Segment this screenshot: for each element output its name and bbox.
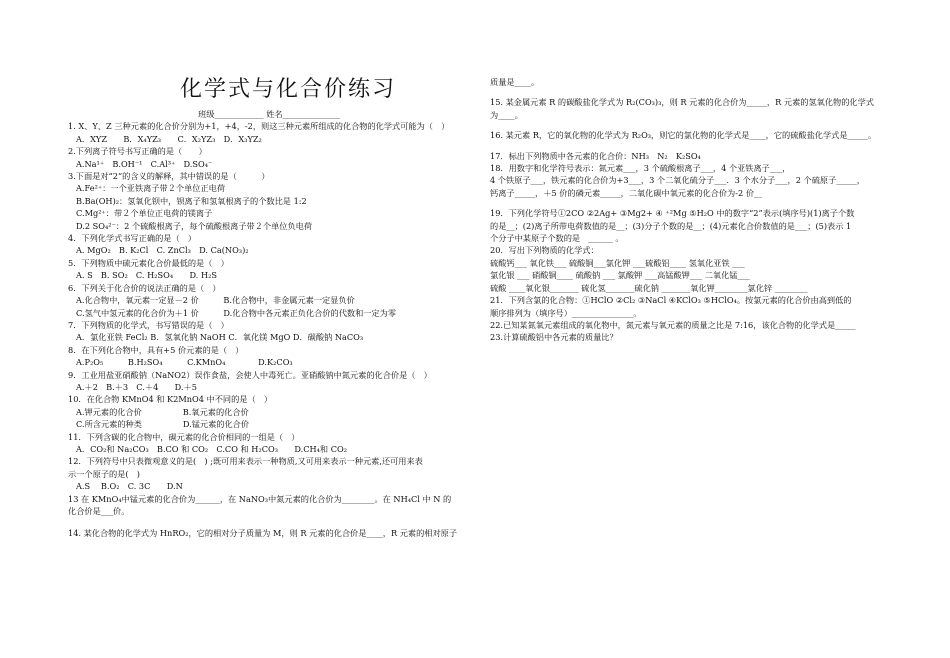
question-line: 化合价是___价。 bbox=[68, 506, 130, 516]
question-line: B.Ba(OH)₂：氢氧化钡中，钡离子和氢氧根离子的个数比是 1:2 bbox=[76, 195, 307, 206]
spacer bbox=[490, 88, 890, 96]
question-line: C.所含元素的种类 D.锰元素的化合价 bbox=[76, 419, 250, 430]
question-line: A.S B.O₂ C. 3C D.N bbox=[76, 481, 183, 492]
question-line: 质量是____。 bbox=[490, 77, 540, 87]
question-line: 21．下列含氯的化合物：①HClO ②Cl₂ ③NaCl ④KClO₃ ⑤HClO₄。按氯元素的化合价由高到低的 bbox=[490, 295, 852, 306]
question-line: 12．下列符号中只表微观意义的是( ) ;既可用来表示一种物质,又可用来表示一种元素,还可用来表 bbox=[68, 456, 423, 467]
question-line: A．CO₂和 Na₂CO₃ B.CO 和 CO₂ C.CO 和 H₂CO₃ D.CH₄和 CO₂ bbox=[76, 443, 347, 454]
question-line: C.Mg²⁺：带２个单位正电荷的镁离子 bbox=[76, 208, 213, 219]
question-line: 15. 某金属元素 R 的碳酸盐化学式为 R₂(CO₃)₃，则 R 元素的化合价为_____，R 元素的氢氧化物的化学式 bbox=[490, 97, 874, 108]
question-line: 18．用数字和化学符号表示：氮元素___，3 个硫酸根离子___，4 个亚铁离子___， bbox=[490, 163, 791, 174]
question-line: 7．下列物质的化学式，书写错误的是（ ） bbox=[68, 319, 229, 330]
right-column bbox=[490, 76, 890, 344]
question-line: 氯化银 ___ 硝酸铜____ 硫酸钠 ___ 氯酸钾 ___高锰酸钾___ 二氧化锰___ bbox=[490, 270, 750, 281]
question-line: D.2 SO₄²⁻：2 个硫酸根离子，每个硫酸根离子带２个单位负电荷 bbox=[76, 220, 313, 231]
question-line: 5．下列物质中硫元素化合价最低的是（ ） bbox=[68, 257, 229, 268]
question-line: 2.下列离子符号书写正确的是（ ） bbox=[68, 146, 207, 157]
question-line: A. S B. SO₂ C. H₂SO₄ D. H₂S bbox=[76, 270, 218, 281]
question-line: 班级____________ 姓名______________ bbox=[198, 109, 340, 119]
question-line: 11．下列含碳的化合物中，碳元素的化合价相同的一组是（ ） bbox=[68, 431, 300, 442]
question-line: 10．在化合物 KMnO4 和 K2MnO4 中不同的是（ ） bbox=[68, 394, 273, 405]
question-line: A.P₂O₅ B.H₂SO₄ C.KMnO₄ D.K₂CO₃ bbox=[76, 357, 293, 368]
question-line: 9．工业用盐亚硝酸钠（NaNO2）误作食盐，会使人中毒死亡。亚硝酸钠中氮元素的化合价是（ ） bbox=[68, 369, 432, 380]
question-line: 20．写出下列物质的化学式： bbox=[490, 245, 599, 256]
spacer bbox=[68, 517, 470, 527]
spacer bbox=[490, 199, 890, 207]
question-line: A.Fe²⁺：一个亚铁离子带２个单位正电荷 bbox=[76, 183, 226, 194]
question-line: 3.下面是对“2”的含义的解释，其中错误的是（ ） bbox=[68, 171, 270, 182]
question-line: 22.已知某氮氧元素组成的氧化物中，氮元素与氧元素的质量之比是 7:16，该化合物的化学式是_____ bbox=[490, 319, 856, 330]
question-line: A.钾元素的化合价 B.氧元素的化合价 bbox=[76, 406, 249, 417]
question-line: 1. X、Y、Z 三种元素的化合价分别为+1，+4，-2，则这三种元素所组成的化合物的化学式可能为（ ） bbox=[68, 121, 450, 132]
question-line: 8．在下列化合物中，具有+5 价元素的是（ ） bbox=[68, 344, 244, 355]
question-line: A.Na¹⁺ B.OH⁻¹ C.Al³⁺ D.SO₄⁻ bbox=[76, 158, 213, 169]
question-line: 13 在 KMnO₄中锰元素的化合价为______，在 NaNO₃中氮元素的化合价为________。在 NH₄Cl 中 N 的 bbox=[68, 493, 452, 504]
question-line: 14. 某化合物的化学式为 HnRO₂，它的相对分子质量为 M，则 R 元素的化合价是____，R 元素的相对原子 bbox=[68, 528, 458, 539]
question-line: 17．标出下列物质中各元素的化合价：NH₃ N₂ K₂SO₄ bbox=[490, 150, 701, 161]
question-line: A.＋2 B.＋3 C.＋4 D.＋5 bbox=[76, 381, 197, 392]
question-line: C.氢气中氢元素的化合价为＋1 价 D.化合物中各元素正负化合价的代数和一定为零 bbox=[76, 307, 397, 318]
question-line: 23.计算硫酸铝中各元素的质量比？ bbox=[490, 332, 618, 343]
question-line: 示一个原子的是( ) bbox=[68, 468, 140, 479]
question-line: 钙离子_____，＋5 价的磷元素_____，二氧化碳中氧元素的化合价为-2 价__ bbox=[490, 187, 763, 198]
question-line: 4 个铁原子___，铁元素的化合价为+3___，3 个二氧化硫分子___．3 个水分子___，2 个硫原子_____， bbox=[490, 175, 865, 186]
question-line: A．XYZ B．X₄YZ₃ C．X₂YZ₃ D．X₃YZ₂ bbox=[76, 133, 262, 144]
question-line: 硫酸 ____氧化银_______ 硫化氢_______硫化钠 _______氧化钾________氯化锌 ________ bbox=[490, 282, 808, 293]
question-line: 顺序排列为（填序号）_______________。 bbox=[490, 307, 642, 318]
question-line: 的是__；(2)离子所带电荷数值的是__；(3)分子个数的是__；(4)元素化合价数值的是___；(5)表示 1 bbox=[490, 220, 852, 231]
question-line: A.化合物中，氧元素一定显－2 价 B.化合物中，非金属元素一定显负价 bbox=[76, 295, 355, 306]
question-line: A. MgO₂ B. K₂Cl C. ZnCl₃ D. Ca(NO₃)₂ bbox=[76, 245, 249, 256]
question-line: 19．下列化学符号①2CO ②2Ag+ ③Mg2+ ④ ⁺²Mg ⑤H₂O 中的数字“2”表示(填序号)(1)离子个数 bbox=[490, 208, 855, 219]
question-line: 硫酸钙___ 氧化铁___ 硫酸铜___氯化钾 ___硫酸铝____ 氢氧化亚铁 ___ bbox=[490, 257, 745, 268]
question-line: 16. 某元素 R，它的氧化物的化学式为 R₂O₃，则它的氯化物的化学式是____，它的硫酸盐化学式是_____。 bbox=[490, 130, 877, 141]
question-line: 4．下列化学式书写正确的是（ ） bbox=[68, 233, 197, 244]
left-column bbox=[68, 108, 470, 540]
spacer bbox=[490, 121, 890, 129]
question-line: 个分子中某原子个数的是 ______ 。 bbox=[490, 233, 624, 244]
question-line: 6．下列关于化合价的说法正确的是（ ） bbox=[68, 282, 221, 293]
spacer bbox=[490, 142, 890, 150]
question-line: 为____。 bbox=[490, 109, 523, 120]
question-line: A．氯化亚铁 FeCl₂ B．氢氧化钠 NaOH C．氧化镁 MgO D．碳酸钠 NaCO₃ bbox=[76, 332, 364, 343]
page-title: 化学式与化合价练习 bbox=[180, 77, 397, 102]
